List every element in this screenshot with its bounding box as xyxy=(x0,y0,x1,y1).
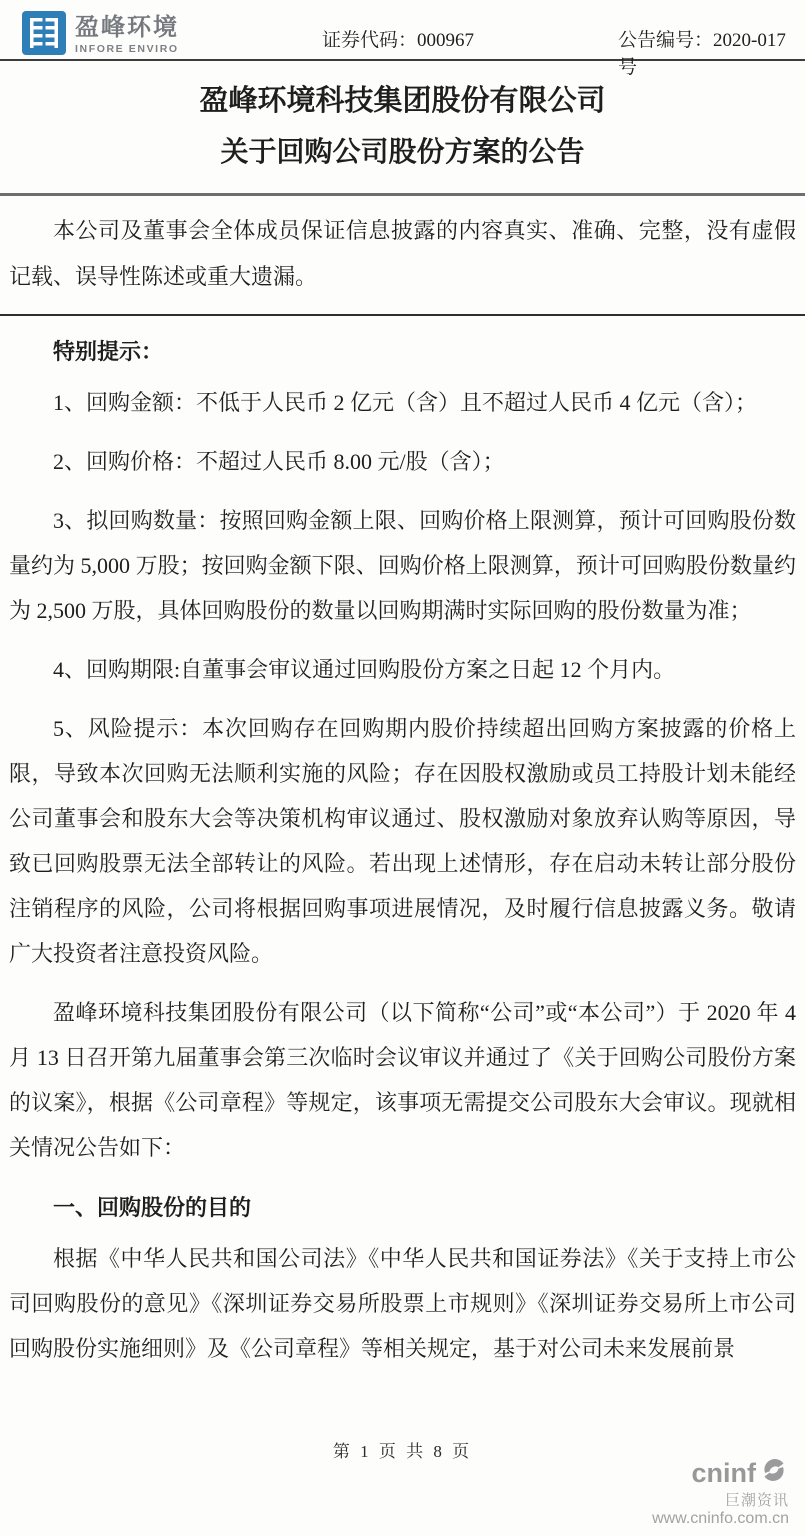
logo-name-en: INFORE ENVIRO xyxy=(75,43,179,56)
company-logo xyxy=(22,11,179,60)
divider-bottom xyxy=(0,314,805,316)
notice-item-2: 2、回购价格：不超过人民币 8.00 元/股（含）； xyxy=(53,449,505,474)
company-title: 盈峰环境科技集团股份有限公司 xyxy=(199,85,606,117)
cninfo-url: www.cninfo.com.cn xyxy=(652,1509,789,1527)
cninfo-name-cn: 巨潮资讯 xyxy=(724,1492,789,1510)
infore-logo-icon xyxy=(22,11,66,60)
document-header xyxy=(0,0,805,78)
disclaimer-paragraph: 本公司及董事会全体成员保证信息披露的内容真实、准确、完整，没有虚假记载、误导性陈述或重大遗漏。 xyxy=(9,218,796,289)
special-notice-heading: 特别提示： xyxy=(53,339,164,364)
announcement-title: 关于回购公司股份方案的公告 xyxy=(220,137,585,168)
logo-wordmark xyxy=(75,16,179,55)
notice-item-4: 4、回购期限:自董事会审议通过回购股份方案之日起 12 个月内。 xyxy=(53,657,676,682)
notice-item-1: 1、回购金额：不低于人民币 2 亿元（含）且不超过人民币 4 亿元（含）； xyxy=(53,390,758,415)
cninfo-brand-row xyxy=(652,1455,789,1492)
cninfo-brand-text: cninf xyxy=(691,1458,756,1489)
notice-item-5: 5、风险提示：本次回购存在回购期内股价持续超出回购方案披露的价格上限，导致本次回购无法顺利实施的风险；存在因股权激励或员工持股计划未能经公司董事会和股东大会等决策机构审议通过、股权激励对象放弃认购等原因，导致已回购股票无法全部转让的风险。若出现上述情形，存在启动未转让部分股份注销程序的风险，公司将根据回购事项进展情况，及时履行信息披露义务。敬请广大投资者注意投资风险。 xyxy=(9,716,796,966)
announcement-number: 公告编号：2020-017 号 xyxy=(618,30,786,78)
cninfo-swirl-icon xyxy=(759,1455,789,1492)
logo-name-cn: 盈峰环境 xyxy=(75,14,179,42)
notice-item-3: 3、拟回购数量：按照回购金额上限、回购价格上限测算，预计可回购股份数量约为 5,000 万股；按回购金额下限、回购价格上限测算，预计可回购股份数量约为 2,500 万股，具体回购股份的数量以回购期满时实际回购的股份数量为准； xyxy=(9,508,796,623)
page-number: 第 1 页 共 8 页 xyxy=(332,1442,473,1461)
stock-code: 证券代码：000967 xyxy=(322,30,475,51)
section-1-heading: 一、回购股份的目的 xyxy=(53,1195,252,1220)
section-1-paragraph: 根据《中华人民共和国公司法》《中华人民共和国证券法》《关于支持上市公司回购股份的意见》《深圳证券交易所股票上市规则》《深圳证券交易所上市公司回购股份实施细则》及《公司章程》等相关规定，基于对公司未来发展前景 xyxy=(9,1246,796,1361)
intro-paragraph: 盈峰环境科技集团股份有限公司（以下简称“公司”或“本公司”）于 2020 年 4 月 13 日召开第九届董事会第三次临时会议审议并通过了《关于回购公司股份方案的议案》，根据《公司章程》等规定，该事项无需提交公司股东大会审议。现就相关情况公告如下： xyxy=(9,1000,796,1160)
cninfo-watermark xyxy=(652,1455,789,1528)
